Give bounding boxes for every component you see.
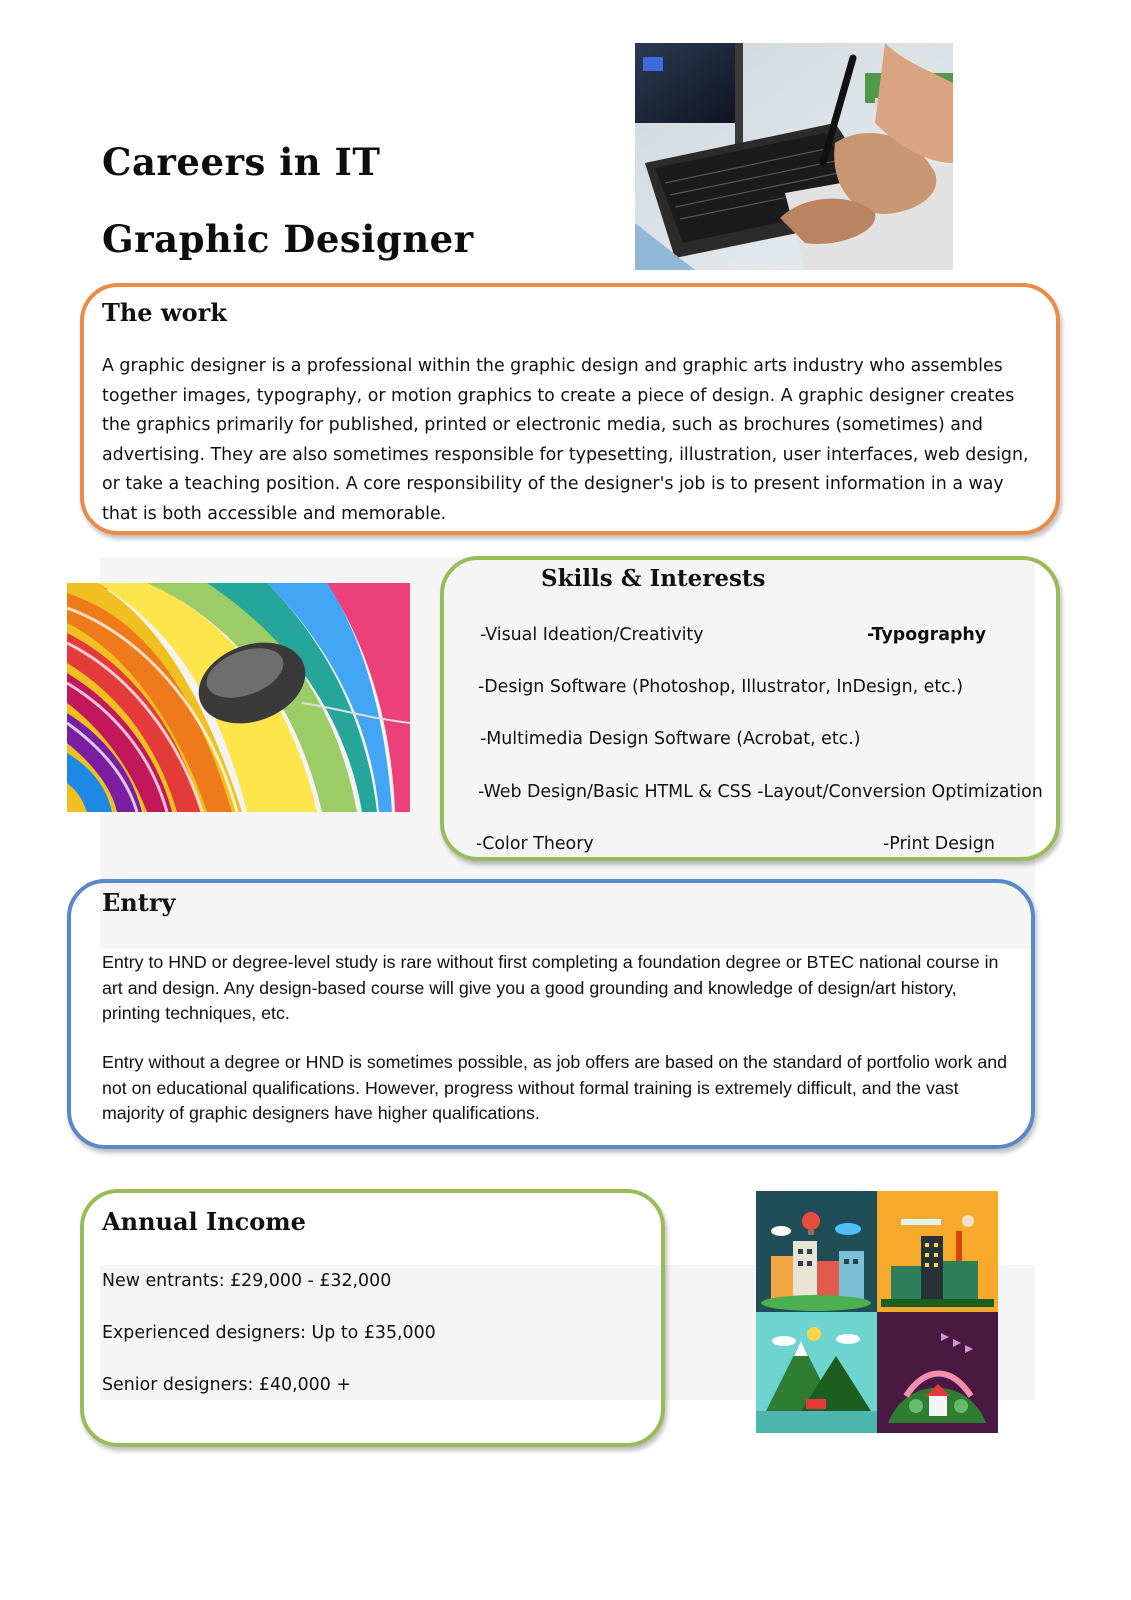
color-swatch-mouse-photo [67,583,410,812]
work-heading: The work [102,298,227,327]
income-item: Experienced designers: Up to £35,000 [102,1323,436,1343]
work-text: A graphic designer is a professional within the graphic design and graphic arts industry who assembles together images, typography, or motion graphics to create a piece of design. A graphic designer creates the graphics primarily for published, printed or electronic media, such as brochures (sometimes) and advertising. They are also sometimes responsible for typesetting, illustration, user interfaces, web design, or take a teaching position. A core responsibility of the designer's job is to present information in a way that is both accessible and memorable. [102,356,1029,524]
skill-item: -Print Design [883,834,995,854]
flat-city-illustrations [756,1191,998,1433]
page-title-line1: Careers in IT [102,140,381,184]
entry-paragraph-2: Entry without a degree or HND is sometimes possible, as job offers are based on the standard of portfolio work and not on educational qualifications. However, progress without formal training is extremely difficult, and the vast majority of graphic designers have higher qualifications. [102,1052,1008,1123]
page-title-line2: Graphic Designer [102,217,474,261]
skill-item: -Visual Ideation/Creativity [480,625,704,645]
skills-box [440,556,1060,861]
skills-heading: Skills & Interests [541,565,766,592]
income-item: Senior designers: £40,000 + [102,1375,351,1395]
skill-item: -Typography [867,625,987,645]
skill-item: -Web Design/Basic HTML & CSS -Layout/Conversion Optimization [478,782,1043,802]
entry-heading: Entry [102,888,176,917]
income-heading: Annual Income [102,1207,306,1236]
skill-item: -Multimedia Design Software (Acrobat, etc.) [480,729,861,749]
entry-paragraph-1: Entry to HND or degree-level study is rare without first completing a foundation degree or BTEC national course in art and design. Any design-based course will give you a good grounding and knowledge of design/art history, printing techniques, etc. [102,952,999,1023]
income-item: New entrants: £29,000 - £32,000 [102,1271,392,1291]
designer-tablet-photo [635,43,953,270]
skill-item: -Color Theory [476,834,594,854]
skill-item: -Design Software (Photoshop, Illustrator, InDesign, etc.) [478,677,964,697]
